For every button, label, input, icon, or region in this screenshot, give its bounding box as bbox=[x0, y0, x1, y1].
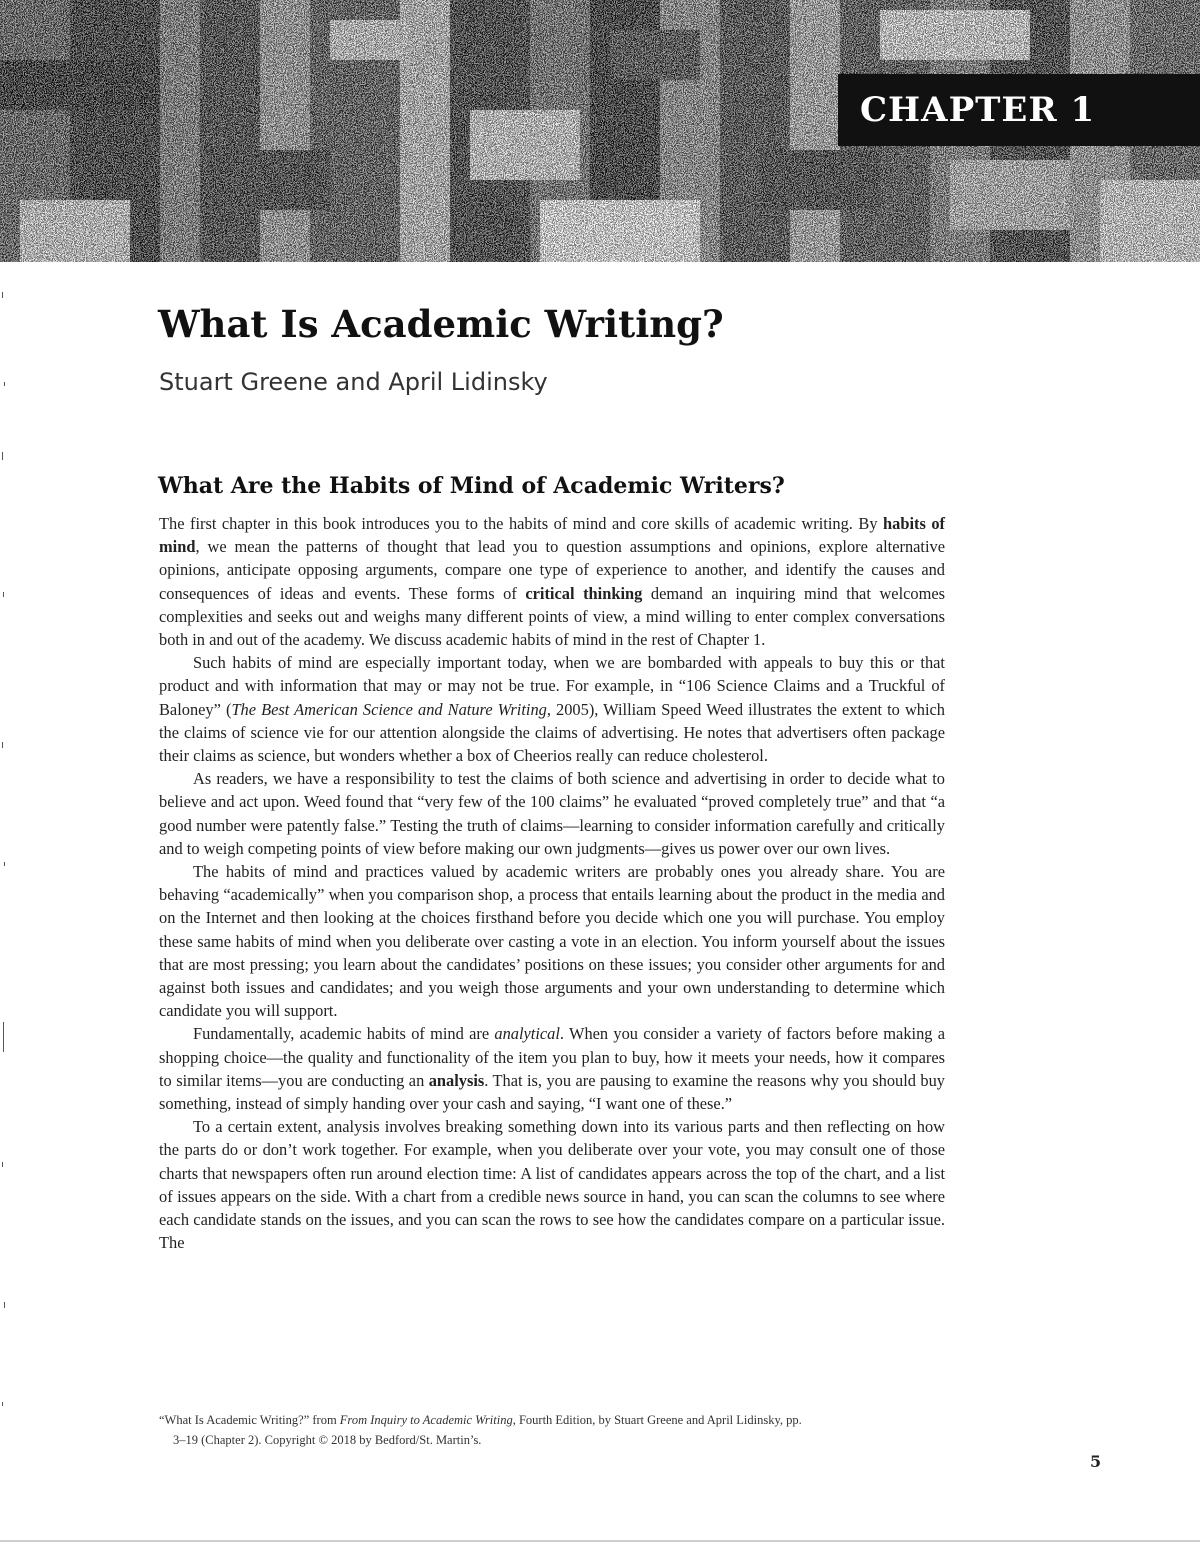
source-footnote bbox=[159, 1410, 945, 1450]
paragraph bbox=[159, 860, 945, 1022]
key-term: critical thinking bbox=[525, 583, 643, 603]
text-run: demand an inquiring mind that welcomes complexities and seeks out and weighs many different points of view, a mind willing to enter complex conversations both in and out of the academy. We discuss academic habits of mind in the rest of Chapter 1. bbox=[159, 583, 945, 650]
scan-bottom-edge bbox=[0, 1540, 1200, 1542]
footnote-copyright: 3–19 (Chapter 2). Copyright © 2018 by Bedford/St. Martin’s. bbox=[173, 1433, 482, 1447]
text-run: Fundamentally, academic habits of mind are bbox=[193, 1024, 495, 1044]
text-run: , 2005), William Speed Weed illustrates the extent to which the claims of science vie for our attention alongside the claims of advertising. He notes that advertisers often package their claims as science, but wonders whether a box of Cheerios really can reduce cholesterol. bbox=[159, 699, 945, 766]
text-run: . When you consider a variety of factors before making a shopping choice—the quality and functionality of the item you plan to buy, how it meets your needs, how it compares to similar items—you are conducting an bbox=[159, 1024, 946, 1090]
footnote-book-title: From Inquiry to Academic Writing bbox=[339, 1413, 513, 1427]
italic-text: The Best American Science and Nature Writing bbox=[231, 699, 547, 719]
page-number: 5 bbox=[1090, 1452, 1102, 1471]
text-run: . That is, you are pausing to examine the reasons why you should buy something, instead of simply handing over your cash and saying, “I want one of these.” bbox=[159, 1070, 945, 1114]
text-run: The first chapter in this book introduces you to the habits of mind and core skills of academic writing. By bbox=[159, 514, 884, 533]
article-title: What Is Academic Writing? bbox=[158, 302, 724, 346]
body-text bbox=[159, 512, 945, 1255]
key-term: habits of mind bbox=[159, 514, 945, 557]
paragraph bbox=[159, 512, 945, 651]
paragraph bbox=[159, 1115, 945, 1254]
chapter-label: CHAPTER 1 bbox=[838, 74, 1200, 146]
footnote-text: , Fourth Edition, by Stuart Greene and April Lidinsky, pp. bbox=[512, 1413, 802, 1427]
article-authors: Stuart Greene and April Lidinsky bbox=[159, 368, 548, 396]
scan-edge-marks bbox=[0, 262, 14, 1462]
paragraph bbox=[159, 767, 945, 860]
section-heading: What Are the Habits of Mind of Academic Writers? bbox=[158, 473, 785, 499]
paragraph bbox=[159, 651, 945, 767]
text-run: Such habits of mind are especially important today, when we are bombarded with appeals to buy this or that product and with information that may or may not be true. For example, in “106 Science Claims and a Truckful of Baloney” ( bbox=[159, 653, 945, 719]
paragraph bbox=[159, 1022, 945, 1115]
text-run: As readers, we have a responsibility to test the claims of both science and advertising in order to decide what to believe and act upon. Weed found that “very few of the 100 claims” he evaluated “proved completely true” and that “a good number were patently false.” Testing the truth of claims—learning to consider information carefully and critically and to weigh competing points of view before making our own judgments—gives us power over our own lives. bbox=[159, 769, 945, 858]
italic-text: analytical bbox=[494, 1024, 560, 1044]
text-run: , we mean the patterns of thought that lead you to question assumptions and opinions, explore alternative opinions, anticipate opposing arguments, compare one type of experience to another, and identify the causes and consequences of ideas and events. These forms of bbox=[159, 537, 945, 603]
footnote-text: “What Is Academic Writing?” from bbox=[159, 1413, 340, 1427]
text-run: To a certain extent, analysis involves breaking something down into its various parts and then reflecting on how the parts do or don’t work together. For example, when you deliberate over your vote, you may consult one of those charts that newspapers often run around election time: A list of candidates appears across the top of the chart, and a list of issues appears on the side. With a chart from a credible news source in hand, you can scan the columns to see where each candidate stands on the issues, and you can scan the rows to see how the candidates compare on a particular issue. The bbox=[159, 1117, 945, 1253]
key-term: analysis bbox=[428, 1070, 485, 1090]
text-run: The habits of mind and practices valued by academic writers are probably ones you already share. You are behaving “academically” when you comparison shop, a process that entails learning about the product in the media and on the Internet and then looking at the choices firsthand before you decide which one you will purchase. You employ these same habits of mind when you deliberate over casting a vote in an election. You inform yourself about the issues that are most pressing; you learn about the candidates’ positions on these issues; you consider other arguments for and against both issues and candidates; and you weigh those arguments and your own understanding to determine which candidate you will support. bbox=[159, 862, 945, 1021]
